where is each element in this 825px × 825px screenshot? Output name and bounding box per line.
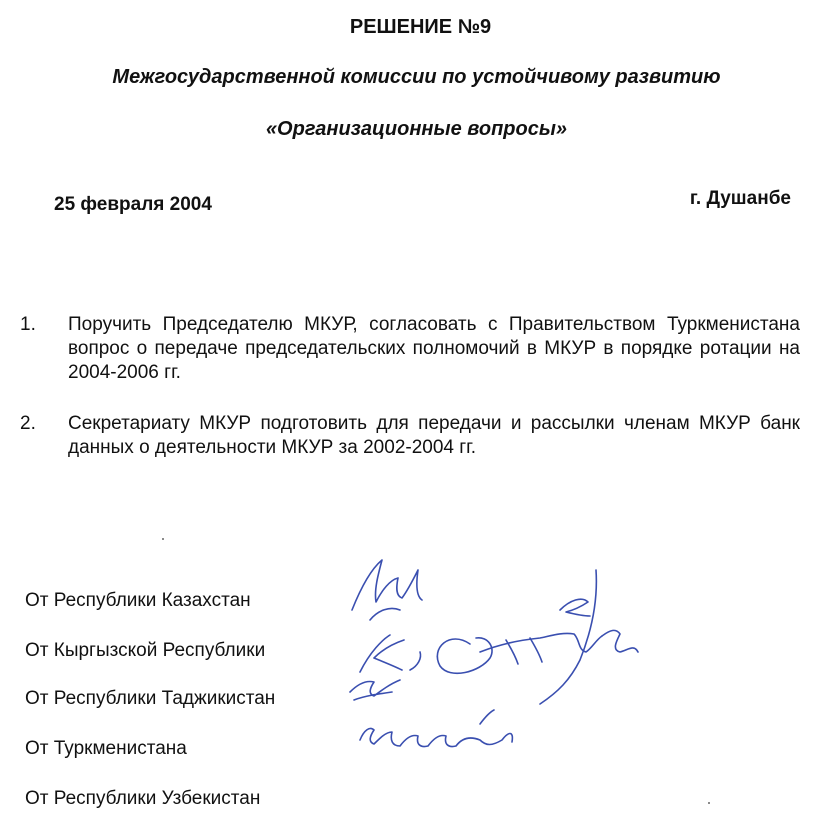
decision-item [20, 313, 800, 385]
item-text: Секретариату МКУР подготовить для передачи и рассылки членам МКУР банк данных о деятельности МКУР за 2002-2004 гг. [68, 413, 800, 458]
document-subtitle: Межгосударственной комиссии по устойчивому развитию [112, 66, 721, 88]
signatory-label: От Республики Узбекистан [25, 788, 261, 809]
scan-speck [162, 538, 164, 540]
item-number: 2. [20, 413, 36, 434]
decision-item [20, 412, 800, 460]
signatory-label: От Республики Таджикистан [25, 688, 276, 709]
signatory-label: От Кыргызской Республики [25, 640, 266, 661]
item-number: 1. [20, 314, 36, 335]
signatory-label: От Туркменистана [25, 738, 187, 759]
item-text: Поручить Председателю МКУР, согласовать с Правительством Туркменистана вопрос о передаче председательских полномочий в МКУР в порядке ротации на 2004-2006 гг. [68, 314, 800, 383]
scan-speck [708, 802, 710, 804]
document-city: г. Душанбе [689, 188, 791, 209]
signatory-label: От Республики Казахстан [25, 590, 251, 611]
document-date: 25 февраля 2004 [54, 194, 212, 215]
handwritten-signatures [330, 540, 650, 780]
document-title: РЕШЕНИЕ №9 [349, 16, 492, 38]
document-topic: «Организационные вопросы» [265, 118, 568, 140]
